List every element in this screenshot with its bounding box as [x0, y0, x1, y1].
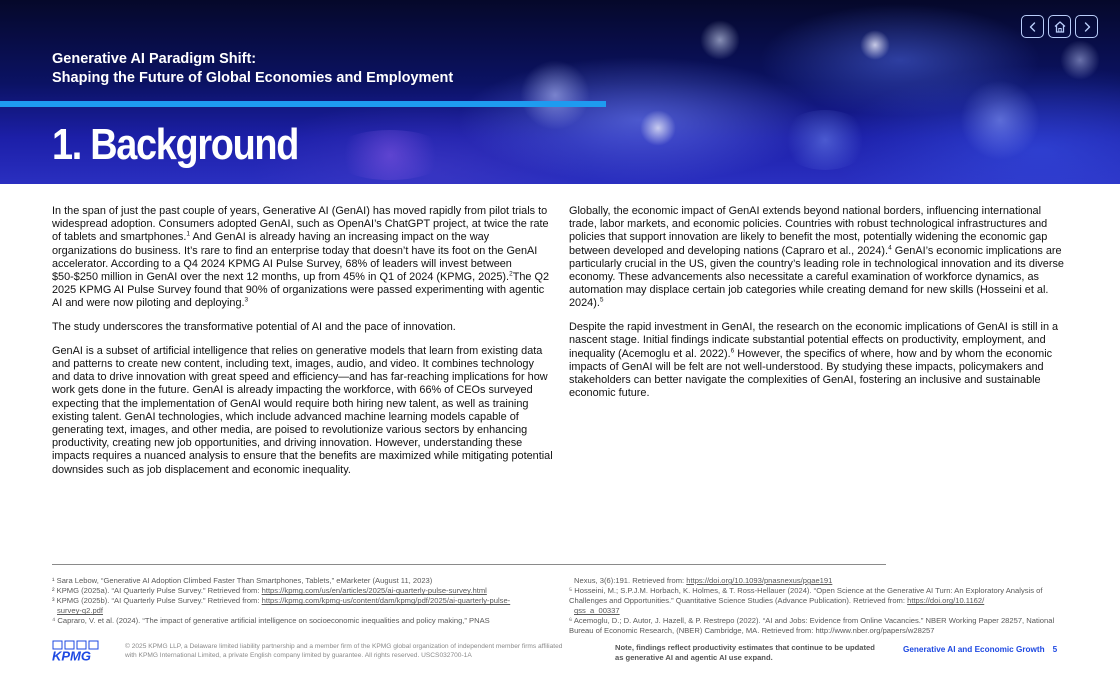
footnote-6: ⁶ Acemoglu, D.; D. Autor, J. Hazell, & P. Restrepo (2022). “AI and Jobs: Evidence from Online Vacancies.” NBER Working Paper 28257, National Bureau of Economic Research, (NBER) Cambridge, MA. Retrieved from: http://www.nber.org/papers/w28257 — [569, 616, 1055, 636]
footnote-2: ² KPMG (2025a). “AI Quarterly Pulse Survey.” Retrieved from: https://kpmg.com/us/en/articles/2025/ai-quarterly-pulse-survey.html — [52, 586, 487, 596]
chevron-right-icon — [1081, 21, 1093, 33]
page-navigation — [1021, 15, 1098, 38]
footnote-link[interactable]: survey-q2.pdf — [57, 606, 104, 616]
paragraph: GenAI is a subset of artificial intelligence that relies on generative models that learn from existing data and patterns to create new content, including text, images, audio, and video. It combines technology and data to drive innovation with great speed and efficiency—and has far-reaching implications for how work gets done in the future. GenAI is already impacting the workforce, with 66% of CEOs surveyed expecting that the implementation of GenAI would require both hiring new talent, as well as training existing talent. GenAI technologies, which include advanced machine learning models capable of generating text, images, and other media, are poised to revolutionize various sectors by enhancing productivity, creating new job opportunities, and driving innovation. However, understanding these impacts requires a nuanced analysis to ensure that the benefits are maximized while mitigating potential downsides such as job displacement and economic inequality. — [52, 344, 553, 476]
body-column-right — [569, 205, 1068, 411]
footnote-ref[interactable]: 2 — [509, 270, 513, 278]
footnote-3: ³ KPMG (2025b). “AI Quarterly Pulse Survey.” Retrieved from: https://kpmg.com/kpmg-us/content/dam/kpmg/pdf/2025/ai-quarterly-pulse- survey-q2.pdf — [52, 596, 511, 616]
previous-page-button[interactable] — [1021, 15, 1044, 38]
section-title: 1. Background — [52, 120, 299, 169]
footnote-5: ⁵ Hosseini, M.; S.P.J.M. Horbach, K. Holmes, & T. Ross-Hellauer (2024). “Open Science at the Generative AI Turn: An Exploratory Analysis of Challenges and Opportunities.” Quantitative Science Studies (Advance Publication). Retrieved from: https://doi.org/10.1162/ qss_a_00337 — [569, 586, 1043, 616]
footnote-link[interactable]: https://doi.org/10.1162/ — [907, 596, 985, 606]
paragraph: In the span of just the past couple of years, Generative AI (GenAI) has moved rapidly from pilot trials to widespread adoption. Consumers adopted GenAI, such as OpenAI’s ChatGPT project, at twice the rate of tablets and smartphones.$^1$ And GenAI is already having an increasing impact on the way organizations do business. It’s rare to find an enterprise today that doesn’t have its foot on the GenAI accelerator. According to a Q4 2024 KPMG AI Pulse Survey, 68% of leaders will invest between $50-$250 million in GenAI over the next 12 months, up from 45% in Q1 of 2024 (KPMG, 2025).$^2$The Q2 2025 KPMG AI Pulse Survey found that 90% of organizations were passed experimenting with agentic AI and were now piloting and deploying.$^3$ — [52, 205, 550, 310]
footnote-4: ⁴ Capraro, V. et al. (2024). “The impact of generative artificial intelligence on socioeconomic inequalities and policy making,” PNAS — [52, 616, 490, 626]
header-banner — [0, 0, 1120, 184]
next-page-button[interactable] — [1075, 15, 1098, 38]
footnote-ref[interactable]: 6 — [730, 346, 735, 354]
footnote-link[interactable]: qss_a_00337 — [574, 606, 620, 616]
footnote-4-continued: Nexus, 3(6):191. Retrieved from: https://doi.org/10.1093/pnasnexus/pgae191 — [574, 576, 833, 585]
footnote-link[interactable]: https://kpmg.com/kpmg-us/content/dam/kpmg/pdf/2025/ai-quarterly-pulse- — [261, 596, 511, 606]
footnote-ref[interactable]: 1 — [186, 230, 191, 238]
chevron-left-icon — [1027, 21, 1039, 33]
paragraph: Despite the rapid investment in GenAI, the research on the economic implications of GenAI is still in a nascent stage. Initial findings indicate substantial potential effects on productivity, employment, and inequality (Acemoglu et al. 2022).$^6$ However, the specifics of where, how and by whom the economic impacts of GenAI will be felt are not well-understood. By studying these impacts, policymakers and stakeholders can better navigate the complexities of GenAI, fostering an inclusive and sustainable economic future. — [569, 321, 1059, 400]
svg-text:KPMG: KPMG — [52, 648, 91, 662]
footnote-ref[interactable]: 4 — [888, 243, 892, 251]
report-title-line2: Shaping the Future of Global Economies and Employment — [52, 70, 454, 86]
home-icon — [1053, 20, 1067, 34]
paragraph: The study underscores the transformative potential of AI and the pace of innovation. — [52, 321, 456, 334]
footnote-1: ¹ Sara Lebow, “Generative AI Adoption Climbed Faster Than Smartphones, Tablets,” eMarketer (August 11, 2023) — [52, 576, 433, 585]
copyright-notice: © 2025 KPMG LLP, a Delaware limited liability partnership and a member firm of the KPMG global organization of independent member firms affiliated with KPMG International Limited, a private English company limited by guarantee. All rights reserved. USCS032700-1A — [125, 643, 563, 659]
footnotes-right — [569, 576, 1069, 637]
home-button[interactable] — [1048, 15, 1071, 38]
footnote-ref[interactable]: 3 — [244, 296, 249, 304]
kpmg-logo — [52, 640, 102, 662]
report-title — [52, 50, 612, 88]
body-column-left — [52, 205, 554, 487]
page-number: 5 — [1052, 645, 1058, 654]
footnotes-left — [52, 576, 557, 626]
footnote-divider — [52, 564, 886, 565]
productivity-note: Note, findings reflect productivity estimates that continue to be updated as generative AI and agentic AI use expand. — [615, 643, 875, 662]
footnote-link[interactable]: https://doi.org/10.1093/pnasnexus/pgae191 — [686, 576, 833, 585]
report-title-line1: Generative AI Paradigm Shift: — [52, 51, 257, 67]
footnote-link[interactable]: https://kpmg.com/us/en/articles/2025/ai-quarterly-pulse-survey.html — [261, 586, 487, 596]
paragraph: Globally, the economic impact of GenAI extends beyond national borders, influencing international trade, labor markets, and economic policies. Countries with robust technological infrastructures and policies that support innovation are likely to benefit the most, potentially widening the economic gap between developed and developing nations (Capraro et al., 2024).$^4$ GenAI’s economic implications are particularly crucial in the US, given the country’s leading role in technological innovation and its diverse economy. These advancements also necessitate a careful examination of workforce dynamics, as automation may displace certain job categories while creating demand for new skills (Hosseini et al. 2024).$^5$ — [569, 205, 1064, 310]
footer-doc-title: Generative AI and Economic Growth — [903, 645, 1045, 654]
accent-stripe — [0, 101, 606, 107]
footnote-ref[interactable]: 5 — [599, 296, 604, 304]
footer-doc-info — [903, 645, 1057, 654]
